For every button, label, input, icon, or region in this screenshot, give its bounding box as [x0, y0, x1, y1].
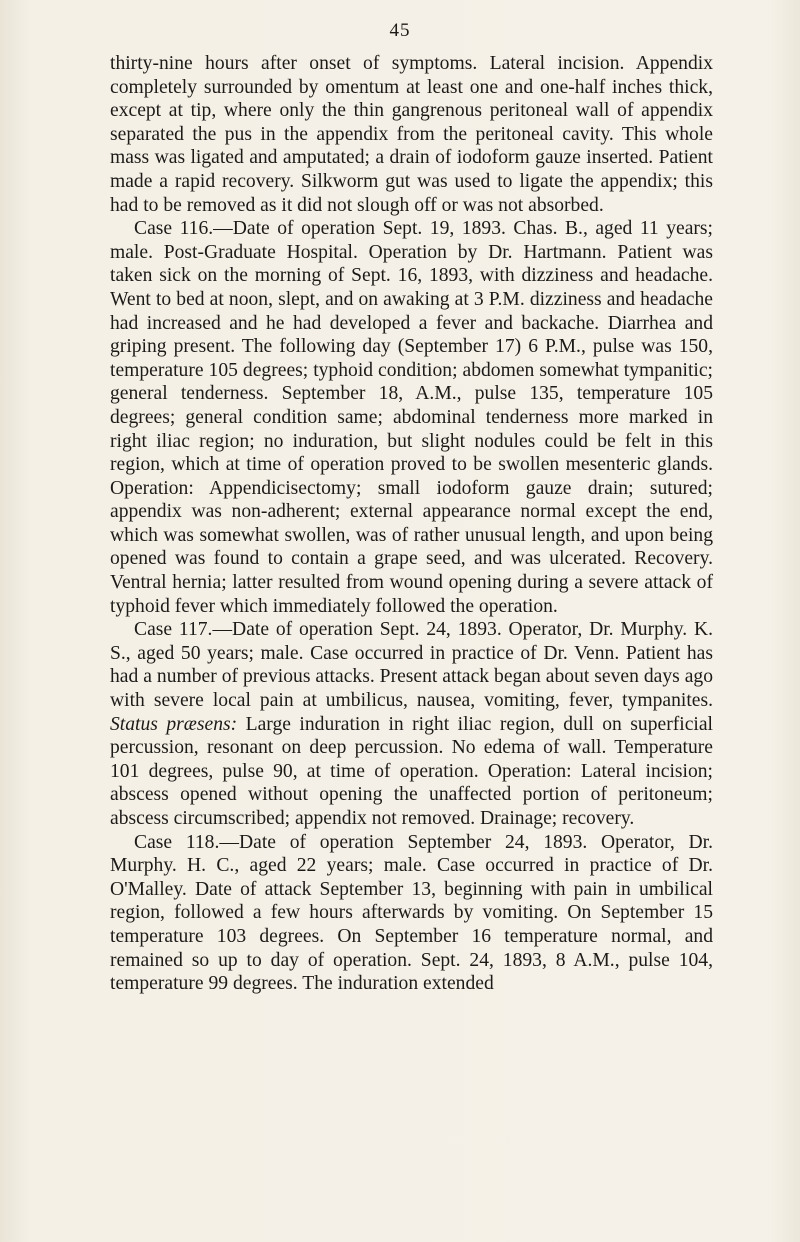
status-praesens-label: Status præsens: — [110, 713, 238, 735]
case-117-text-after: Large induration in right iliac region, dull on superficial percussion, resonant on deep percussion. No edema of wall. Temperature 101 degrees, pulse 90, at time of operation. Operation: Lateral incision; abscess opened without opening the unaffected portion of peritoneum; abscess circumscribed; appendix not removed. Drainage; recovery. — [110, 713, 713, 829]
body-text — [110, 52, 713, 996]
page-number: 45 — [389, 20, 411, 41]
paragraph-case-116: Case 116.—Date of operation Sept. 19, 1893. Chas. B., aged 11 years; male. Post-Graduate Hospital. Operation by Dr. Hartmann. Patient was taken sick on the morning of Sept. 16, 1893, with dizziness and headache. Went to bed at noon, slept, and on awaking at 3 P.M. dizziness and headache had increased and he had developed a fever and backache. Diarrhea and griping present. The following day (September 17) 6 P.M., pulse was 150, temperature 105 degrees; typhoid condition; abdomen somewhat tympanitic; general tenderness. September 18, A.M., pulse 135, temperature 105 degrees; general condition same; abdominal tenderness more marked in right iliac region; no induration, but slight nodules could be felt in this region, which at time of operation proved to be swollen mesenteric glands. Operation: Appendicisectomy; small iodoform gauze drain; sutured; appendix was non-adherent; external appearance normal except the end, which was somewhat swollen, was of rather unusual length, and upon being opened was found to contain a grape seed, and was ulcerated. Recovery. Ventral hernia; latter resulted from wound opening during a severe attack of typhoid fever which immediately followed the operation. — [110, 218, 713, 617]
paragraph-case-118: Case 118.—Date of operation September 24, 1893. Operator, Dr. Murphy. H. C., aged 22 years; male. Case occurred in practice of Dr. O'Malley. Date of attack September 13, beginning with pain in umbilical region, followed a few hours afterwards by vomiting. On September 15 temperature 103 degrees. On September 16 temperature normal, and remained so up to day of operation. Sept. 24, 1893, 8 A.M., pulse 104, temperature 99 degrees. The induration extended — [110, 831, 713, 995]
paragraph-case-117 — [110, 618, 713, 830]
paragraph-intro: thirty-nine hours after onset of symptoms. Lateral incision. Appendix completely surrounded by omentum at least one and one-half inches thick, except at tip, where only the thin gangrenous peritoneal wall of appendix separated the pus in the appendix from the peritoneal cavity. This whole mass was ligated and amputated; a drain of iodoform gauze inserted. Patient made a rapid recovery. Silkworm gut was used to ligate the appendix; this had to be removed as it did not slough off or was not absorbed. — [110, 53, 713, 216]
case-117-text-before: Case 117.—Date of operation Sept. 24, 1893. Operator, Dr. Murphy. K. S., aged 50 years; male. Case occurred in practice of Dr. Venn. Patient has had a number of previous attacks. Present attack began about seven days ago with severe local pain at umbilicus, nausea, vomiting, fever, tympanites. — [110, 619, 713, 712]
